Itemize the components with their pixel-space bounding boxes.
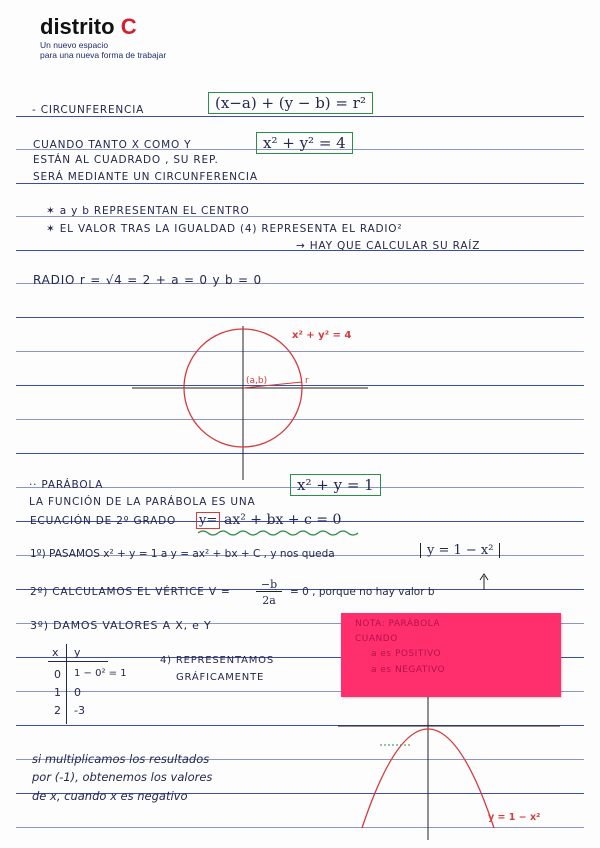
circunferencia-example: x² + y² = 4 [256,132,353,154]
parabola-step-2: 2º) CALCULAMOS EL VÉRTICE V = [30,586,231,598]
brand-mark: C [120,14,137,39]
parabola-heading: ·· PARÁBOLA [29,479,104,491]
parabola-y-equals: y= [196,512,220,529]
table-header-rule [48,661,108,662]
table-row-2-y: -3 [74,704,85,717]
circunferencia-point-3: → HAY QUE CALCULAR SU RAÍZ [296,240,481,252]
parabola-note-1: si multiplicamos los resultados [32,752,210,766]
table-row-2-x: 2 [54,704,61,717]
circunferencia-point-1: ✶ a y b REPRESENTAN EL CENTRO [46,205,250,217]
circunferencia-text-2: ESTÁN AL CUADRADO , SU REP. [33,154,219,166]
circunferencia-text-3: SERÁ MEDIANTE UN CIRCUNFERENCIA [33,171,258,183]
parabola-graph-label: y = 1 − x² [488,812,541,823]
brand-name: distrito [40,14,115,39]
sticky-title: NOTA: PARÁBOLA [355,619,441,629]
circle-radius-label: r [305,376,309,386]
circle-graph-label: x² + y² = 4 [292,330,352,341]
circunferencia-text-1: CUANDO TANTO X COMO Y [33,139,192,151]
vertex-numerator: −b [256,578,282,592]
table-header-y: y [74,646,81,659]
parabola-general-form: ax² + bx + c = 0 [224,512,342,528]
parabola-step-3: 3º) DAMOS VALORES A X, e Y [30,619,212,632]
parabola-formula: x² + y = 1 [290,474,381,496]
circunferencia-formula: (x−a) + (y − b) = r² [208,92,373,114]
circle-center-label: (a,b) [246,376,268,386]
table-divider [66,644,67,724]
table-row-0-x: 0 [54,668,61,681]
brand-tagline-1: Un nuevo espacio [40,40,109,50]
sticky-line-3: a es NEGATIVO [371,665,446,675]
table-row-1-y: 0 [74,686,81,699]
circunferencia-heading: - CIRCUNFERENCIA [32,104,145,116]
wavy-underline [198,531,358,535]
vertex-denominator: 2a [262,594,276,607]
parabola-step-1: 1º) PASAMOS x² + y = 1 a y = ax² + bx + C , y nos queda [30,548,335,560]
circunferencia-point-2: ✶ EL VALOR TRAS LA IGUALDAD (4) REPRESENTA EL RADIO² [46,223,403,235]
brand-tagline-2: para una nueva forma de trabajar [40,50,167,60]
parabola-note-2: por (-1), obtenemos los valores [32,770,213,784]
parabola-step-4-b: GRÁFICAMENTE [176,672,265,683]
table-header-x: x [52,646,59,659]
sticky-line-1: CUANDO [355,634,398,644]
circunferencia-radius: RADIO r = √4 = 2 + a = 0 y b = 0 [33,273,262,287]
parabola-step-1-result: y = 1 − x² [420,543,500,558]
parabola-step-4-a: 4) REPRESENTAMOS [160,655,274,666]
parabola-text-1: LA FUNCIÓN DE LA PARÁBOLA ES UNA [29,496,256,508]
table-row-1-x: 1 [54,686,61,699]
table-row-0-y: 1 − 0² = 1 [74,668,127,679]
parabola-step-2-note: = 0 , porque no hay valor b [290,586,435,598]
sticky-note [341,613,561,697]
parabola-note-3: de x, cuando x es negativo [32,789,188,803]
parabola-text-2: ECUACIÓN DE 2º GRADO [30,515,177,527]
sticky-line-2: a es POSITIVO [371,649,442,659]
